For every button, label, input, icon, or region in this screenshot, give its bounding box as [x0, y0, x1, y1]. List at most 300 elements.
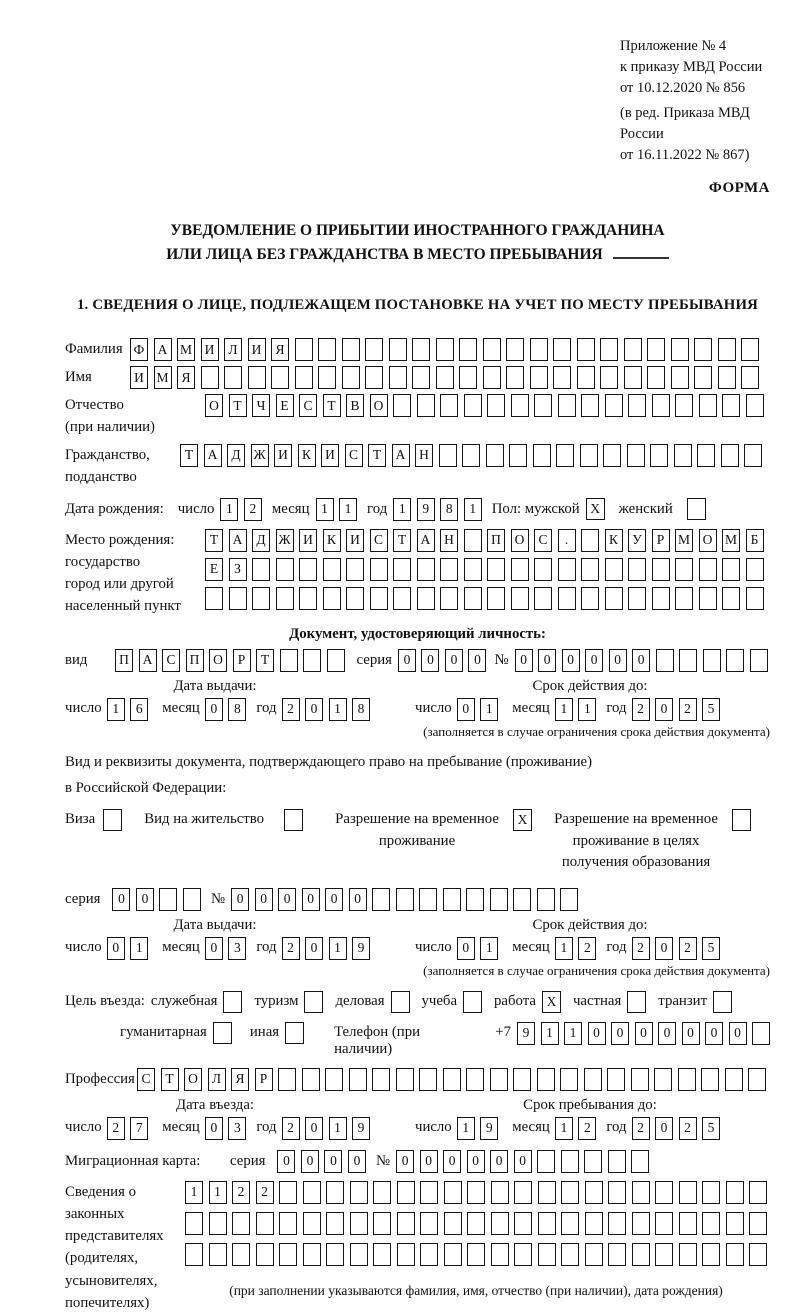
char-cell[interactable] — [373, 1243, 391, 1266]
char-cell[interactable] — [721, 444, 739, 467]
char-cell[interactable] — [537, 1150, 555, 1173]
char-cell[interactable] — [302, 1068, 320, 1091]
char-cell[interactable] — [749, 1243, 767, 1266]
char-cell[interactable] — [350, 1181, 368, 1204]
checkbox-residence-permit[interactable] — [284, 809, 303, 831]
char-cell[interactable]: 1 — [393, 498, 411, 521]
char-cell[interactable]: 0 — [655, 698, 673, 721]
char-cell[interactable]: 1 — [339, 498, 357, 521]
char-cell[interactable]: 8 — [228, 698, 246, 721]
char-cell[interactable] — [624, 366, 642, 389]
char-cell[interactable] — [538, 1212, 556, 1235]
char-cell[interactable] — [655, 1243, 673, 1266]
char-cell[interactable] — [718, 338, 736, 361]
char-cell[interactable] — [183, 888, 201, 911]
char-cell[interactable] — [487, 394, 505, 417]
char-cell[interactable]: И — [130, 366, 148, 389]
char-cell[interactable]: М — [675, 529, 693, 552]
char-cell[interactable] — [726, 1243, 744, 1266]
char-cell[interactable]: Н — [440, 529, 458, 552]
char-cell[interactable]: О — [699, 529, 717, 552]
char-cell[interactable]: 1 — [130, 937, 148, 960]
char-cell[interactable] — [467, 1243, 485, 1266]
char-cell[interactable] — [511, 587, 529, 610]
char-cell[interactable] — [490, 888, 508, 911]
char-cell[interactable]: 5 — [702, 1117, 720, 1140]
char-cell[interactable]: 5 — [702, 698, 720, 721]
char-cell[interactable]: 2 — [107, 1117, 125, 1140]
char-cell[interactable]: 0 — [205, 1117, 223, 1140]
char-cell[interactable] — [417, 394, 435, 417]
char-cell[interactable] — [232, 1243, 250, 1266]
char-cell[interactable]: А — [154, 338, 172, 361]
char-cell[interactable]: 1 — [329, 698, 347, 721]
char-cell[interactable]: 0 — [514, 1150, 532, 1173]
char-cell[interactable]: О — [209, 649, 227, 672]
char-cell[interactable]: Т — [229, 394, 247, 417]
char-cell[interactable]: 0 — [324, 1150, 342, 1173]
char-cell[interactable]: С — [299, 394, 317, 417]
checkbox-visa[interactable] — [103, 809, 122, 831]
char-cell[interactable] — [209, 1243, 227, 1266]
char-cell[interactable] — [299, 558, 317, 581]
char-cell[interactable]: 0 — [490, 1150, 508, 1173]
char-cell[interactable] — [600, 338, 618, 361]
char-cell[interactable] — [752, 1022, 770, 1045]
checkbox-temp-residence-edu[interactable] — [732, 809, 751, 831]
char-cell[interactable]: 0 — [585, 649, 603, 672]
char-cell[interactable] — [553, 338, 571, 361]
char-cell[interactable]: 1 — [464, 498, 482, 521]
char-cell[interactable]: 0 — [457, 698, 475, 721]
char-cell[interactable] — [444, 1212, 462, 1235]
char-cell[interactable] — [464, 558, 482, 581]
char-cell[interactable]: 1 — [185, 1181, 203, 1204]
char-cell[interactable] — [346, 558, 364, 581]
char-cell[interactable] — [412, 338, 430, 361]
char-cell[interactable]: 2 — [282, 698, 300, 721]
char-cell[interactable]: 5 — [702, 937, 720, 960]
char-cell[interactable] — [372, 1068, 390, 1091]
char-cell[interactable] — [605, 558, 623, 581]
char-cell[interactable]: 2 — [632, 698, 650, 721]
char-cell[interactable] — [746, 587, 764, 610]
char-cell[interactable] — [303, 1212, 321, 1235]
char-cell[interactable] — [655, 1181, 673, 1204]
char-cell[interactable]: 0 — [729, 1022, 747, 1045]
char-cell[interactable]: 0 — [457, 937, 475, 960]
char-cell[interactable] — [467, 1181, 485, 1204]
char-cell[interactable] — [585, 1243, 603, 1266]
char-cell[interactable]: 0 — [682, 1022, 700, 1045]
char-cell[interactable] — [256, 1243, 274, 1266]
char-cell[interactable]: Т — [368, 444, 386, 467]
char-cell[interactable] — [558, 394, 576, 417]
char-cell[interactable]: 0 — [349, 888, 367, 911]
char-cell[interactable] — [295, 366, 313, 389]
char-cell[interactable] — [701, 1068, 719, 1091]
char-cell[interactable] — [725, 1068, 743, 1091]
char-cell[interactable] — [581, 529, 599, 552]
char-cell[interactable] — [647, 338, 665, 361]
char-cell[interactable]: В — [346, 394, 364, 417]
char-cell[interactable]: С — [534, 529, 552, 552]
char-cell[interactable]: Ж — [276, 529, 294, 552]
char-cell[interactable]: 2 — [679, 1117, 697, 1140]
char-cell[interactable] — [397, 1212, 415, 1235]
char-cell[interactable] — [537, 1068, 555, 1091]
char-cell[interactable] — [561, 1243, 579, 1266]
char-cell[interactable] — [252, 558, 270, 581]
char-cell[interactable] — [538, 1181, 556, 1204]
char-cell[interactable]: А — [417, 529, 435, 552]
char-cell[interactable] — [440, 558, 458, 581]
char-cell[interactable]: 8 — [352, 698, 370, 721]
char-cell[interactable] — [561, 1150, 579, 1173]
char-cell[interactable] — [393, 394, 411, 417]
char-cell[interactable] — [722, 587, 740, 610]
char-cell[interactable] — [534, 394, 552, 417]
char-cell[interactable]: И — [321, 444, 339, 467]
char-cell[interactable]: С — [162, 649, 180, 672]
char-cell[interactable]: 1 — [480, 698, 498, 721]
char-cell[interactable] — [699, 587, 717, 610]
char-cell[interactable]: 0 — [205, 937, 223, 960]
char-cell[interactable] — [439, 444, 457, 467]
char-cell[interactable] — [560, 1068, 578, 1091]
char-cell[interactable]: 0 — [305, 937, 323, 960]
char-cell[interactable] — [603, 444, 621, 467]
char-cell[interactable]: 0 — [325, 888, 343, 911]
char-cell[interactable] — [671, 366, 689, 389]
char-cell[interactable]: 1 — [209, 1181, 227, 1204]
char-cell[interactable]: К — [323, 529, 341, 552]
char-cell[interactable] — [679, 1212, 697, 1235]
char-cell[interactable] — [580, 444, 598, 467]
char-cell[interactable]: 0 — [468, 649, 486, 672]
char-cell[interactable]: Т — [180, 444, 198, 467]
char-cell[interactable]: Ч — [252, 394, 270, 417]
char-cell[interactable]: Е — [276, 394, 294, 417]
char-cell[interactable] — [608, 1243, 626, 1266]
char-cell[interactable]: 2 — [282, 937, 300, 960]
char-cell[interactable]: 0 — [588, 1022, 606, 1045]
char-cell[interactable] — [276, 558, 294, 581]
char-cell[interactable] — [628, 587, 646, 610]
char-cell[interactable]: 0 — [277, 1150, 295, 1173]
char-cell[interactable] — [280, 649, 298, 672]
char-cell[interactable] — [459, 366, 477, 389]
char-cell[interactable] — [656, 649, 674, 672]
char-cell[interactable]: У — [628, 529, 646, 552]
char-cell[interactable]: М — [154, 366, 172, 389]
char-cell[interactable] — [303, 649, 321, 672]
char-cell[interactable] — [694, 366, 712, 389]
char-cell[interactable] — [741, 338, 759, 361]
char-cell[interactable] — [624, 338, 642, 361]
char-cell[interactable]: З — [229, 558, 247, 581]
char-cell[interactable] — [440, 587, 458, 610]
checkbox-purpose-work[interactable]: X — [542, 991, 561, 1013]
char-cell[interactable] — [679, 1181, 697, 1204]
char-cell[interactable]: 1 — [107, 698, 125, 721]
char-cell[interactable]: 2 — [679, 698, 697, 721]
char-cell[interactable] — [389, 366, 407, 389]
char-cell[interactable] — [675, 394, 693, 417]
char-cell[interactable]: 0 — [278, 888, 296, 911]
char-cell[interactable] — [318, 338, 336, 361]
char-cell[interactable]: 1 — [329, 937, 347, 960]
char-cell[interactable]: Т — [205, 529, 223, 552]
char-cell[interactable] — [741, 366, 759, 389]
char-cell[interactable] — [506, 338, 524, 361]
char-cell[interactable] — [627, 444, 645, 467]
char-cell[interactable]: 2 — [632, 1117, 650, 1140]
char-cell[interactable]: 1 — [220, 498, 238, 521]
char-cell[interactable] — [397, 1243, 415, 1266]
char-cell[interactable] — [655, 1212, 673, 1235]
char-cell[interactable]: С — [137, 1068, 155, 1091]
char-cell[interactable]: 0 — [136, 888, 154, 911]
char-cell[interactable] — [318, 366, 336, 389]
char-cell[interactable] — [533, 444, 551, 467]
char-cell[interactable] — [577, 366, 595, 389]
char-cell[interactable] — [346, 587, 364, 610]
char-cell[interactable] — [534, 587, 552, 610]
char-cell[interactable] — [628, 394, 646, 417]
char-cell[interactable] — [513, 888, 531, 911]
char-cell[interactable]: 1 — [555, 937, 573, 960]
char-cell[interactable] — [303, 1243, 321, 1266]
char-cell[interactable] — [419, 888, 437, 911]
char-cell[interactable]: 9 — [352, 937, 370, 960]
char-cell[interactable]: Я — [177, 366, 195, 389]
char-cell[interactable] — [444, 1243, 462, 1266]
char-cell[interactable]: Р — [255, 1068, 273, 1091]
char-cell[interactable] — [631, 1068, 649, 1091]
char-cell[interactable]: 0 — [705, 1022, 723, 1045]
checkbox-gender-female[interactable] — [687, 498, 706, 520]
char-cell[interactable] — [370, 587, 388, 610]
char-cell[interactable] — [365, 366, 383, 389]
char-cell[interactable] — [674, 444, 692, 467]
char-cell[interactable] — [299, 587, 317, 610]
char-cell[interactable]: 3 — [228, 1117, 246, 1140]
char-cell[interactable]: 0 — [538, 649, 556, 672]
char-cell[interactable] — [464, 529, 482, 552]
char-cell[interactable] — [487, 587, 505, 610]
checkbox-gender-male[interactable]: X — [586, 498, 605, 520]
char-cell[interactable] — [459, 338, 477, 361]
checkbox-purpose-transit[interactable] — [713, 991, 732, 1013]
char-cell[interactable] — [699, 394, 717, 417]
char-cell[interactable]: 1 — [555, 698, 573, 721]
char-cell[interactable] — [491, 1243, 509, 1266]
char-cell[interactable] — [417, 587, 435, 610]
char-cell[interactable]: И — [248, 338, 266, 361]
char-cell[interactable]: К — [605, 529, 623, 552]
char-cell[interactable] — [462, 444, 480, 467]
char-cell[interactable]: 1 — [564, 1022, 582, 1045]
char-cell[interactable] — [279, 1181, 297, 1204]
char-cell[interactable]: 9 — [352, 1117, 370, 1140]
char-cell[interactable] — [271, 366, 289, 389]
char-cell[interactable] — [744, 444, 762, 467]
char-cell[interactable]: 0 — [396, 1150, 414, 1173]
char-cell[interactable]: 2 — [679, 937, 697, 960]
char-cell[interactable] — [652, 394, 670, 417]
char-cell[interactable]: 2 — [232, 1181, 250, 1204]
char-cell[interactable]: О — [511, 529, 529, 552]
char-cell[interactable] — [537, 888, 555, 911]
char-cell[interactable] — [389, 338, 407, 361]
char-cell[interactable]: 0 — [348, 1150, 366, 1173]
char-cell[interactable] — [558, 558, 576, 581]
char-cell[interactable] — [342, 338, 360, 361]
char-cell[interactable] — [464, 587, 482, 610]
char-cell[interactable] — [652, 558, 670, 581]
char-cell[interactable]: 1 — [480, 937, 498, 960]
char-cell[interactable]: . — [558, 529, 576, 552]
char-cell[interactable] — [417, 558, 435, 581]
char-cell[interactable] — [699, 558, 717, 581]
char-cell[interactable] — [509, 444, 527, 467]
checkbox-purpose-official[interactable] — [223, 991, 242, 1013]
char-cell[interactable]: Т — [256, 649, 274, 672]
char-cell[interactable] — [420, 1243, 438, 1266]
char-cell[interactable]: 9 — [480, 1117, 498, 1140]
char-cell[interactable]: 9 — [517, 1022, 535, 1045]
char-cell[interactable]: 1 — [457, 1117, 475, 1140]
char-cell[interactable]: Н — [415, 444, 433, 467]
char-cell[interactable] — [323, 587, 341, 610]
char-cell[interactable] — [350, 1212, 368, 1235]
char-cell[interactable] — [538, 1243, 556, 1266]
char-cell[interactable] — [205, 587, 223, 610]
char-cell[interactable] — [276, 587, 294, 610]
char-cell[interactable] — [487, 558, 505, 581]
char-cell[interactable]: И — [274, 444, 292, 467]
char-cell[interactable] — [326, 1181, 344, 1204]
char-cell[interactable] — [464, 394, 482, 417]
char-cell[interactable]: 0 — [205, 698, 223, 721]
char-cell[interactable] — [506, 366, 524, 389]
char-cell[interactable]: 0 — [609, 649, 627, 672]
char-cell[interactable]: 0 — [302, 888, 320, 911]
char-cell[interactable]: 0 — [421, 649, 439, 672]
char-cell[interactable]: П — [115, 649, 133, 672]
char-cell[interactable] — [326, 1243, 344, 1266]
char-cell[interactable] — [556, 444, 574, 467]
checkbox-purpose-study[interactable] — [463, 991, 482, 1013]
char-cell[interactable] — [694, 338, 712, 361]
char-cell[interactable] — [558, 587, 576, 610]
char-cell[interactable] — [420, 1181, 438, 1204]
char-cell[interactable] — [631, 1150, 649, 1173]
char-cell[interactable] — [702, 1243, 720, 1266]
char-cell[interactable]: Т — [323, 394, 341, 417]
char-cell[interactable]: А — [229, 529, 247, 552]
char-cell[interactable]: А — [204, 444, 222, 467]
char-cell[interactable] — [561, 1212, 579, 1235]
char-cell[interactable] — [530, 338, 548, 361]
char-cell[interactable]: 0 — [655, 1117, 673, 1140]
char-cell[interactable]: 0 — [611, 1022, 629, 1045]
char-cell[interactable] — [232, 1212, 250, 1235]
char-cell[interactable] — [647, 366, 665, 389]
char-cell[interactable]: К — [298, 444, 316, 467]
char-cell[interactable] — [608, 1181, 626, 1204]
char-cell[interactable] — [365, 338, 383, 361]
char-cell[interactable]: С — [345, 444, 363, 467]
char-cell[interactable] — [327, 649, 345, 672]
char-cell[interactable]: О — [370, 394, 388, 417]
char-cell[interactable]: 1 — [555, 1117, 573, 1140]
char-cell[interactable] — [342, 366, 360, 389]
char-cell[interactable] — [632, 1212, 650, 1235]
char-cell[interactable] — [702, 1181, 720, 1204]
char-cell[interactable] — [397, 1181, 415, 1204]
char-cell[interactable]: 0 — [562, 649, 580, 672]
char-cell[interactable] — [585, 1181, 603, 1204]
char-cell[interactable]: 0 — [255, 888, 273, 911]
char-cell[interactable]: 1 — [316, 498, 334, 521]
char-cell[interactable] — [467, 1212, 485, 1235]
char-cell[interactable]: 2 — [578, 1117, 596, 1140]
char-cell[interactable]: Ф — [130, 338, 148, 361]
char-cell[interactable] — [577, 338, 595, 361]
char-cell[interactable] — [585, 1212, 603, 1235]
char-cell[interactable] — [443, 1068, 461, 1091]
char-cell[interactable]: 1 — [541, 1022, 559, 1045]
char-cell[interactable] — [746, 558, 764, 581]
char-cell[interactable]: П — [487, 529, 505, 552]
char-cell[interactable]: 0 — [231, 888, 249, 911]
char-cell[interactable] — [726, 1212, 744, 1235]
char-cell[interactable] — [323, 558, 341, 581]
char-cell[interactable] — [750, 649, 768, 672]
char-cell[interactable] — [584, 1150, 602, 1173]
char-cell[interactable] — [511, 558, 529, 581]
char-cell[interactable] — [675, 587, 693, 610]
char-cell[interactable]: 0 — [445, 649, 463, 672]
char-cell[interactable]: 2 — [282, 1117, 300, 1140]
char-cell[interactable]: 0 — [420, 1150, 438, 1173]
char-cell[interactable]: 0 — [301, 1150, 319, 1173]
char-cell[interactable] — [608, 1212, 626, 1235]
char-cell[interactable]: 9 — [417, 498, 435, 521]
char-cell[interactable] — [514, 1243, 532, 1266]
char-cell[interactable]: 1 — [329, 1117, 347, 1140]
char-cell[interactable] — [209, 1212, 227, 1235]
char-cell[interactable] — [419, 1068, 437, 1091]
char-cell[interactable] — [372, 888, 390, 911]
char-cell[interactable] — [605, 394, 623, 417]
char-cell[interactable] — [420, 1212, 438, 1235]
char-cell[interactable] — [514, 1181, 532, 1204]
checkbox-purpose-other[interactable] — [285, 1022, 304, 1044]
char-cell[interactable] — [185, 1243, 203, 1266]
char-cell[interactable] — [396, 1068, 414, 1091]
char-cell[interactable] — [486, 444, 504, 467]
char-cell[interactable] — [201, 366, 219, 389]
char-cell[interactable] — [632, 1243, 650, 1266]
char-cell[interactable] — [561, 1181, 579, 1204]
char-cell[interactable] — [679, 1243, 697, 1266]
char-cell[interactable] — [581, 394, 599, 417]
char-cell[interactable] — [600, 366, 618, 389]
char-cell[interactable] — [491, 1212, 509, 1235]
